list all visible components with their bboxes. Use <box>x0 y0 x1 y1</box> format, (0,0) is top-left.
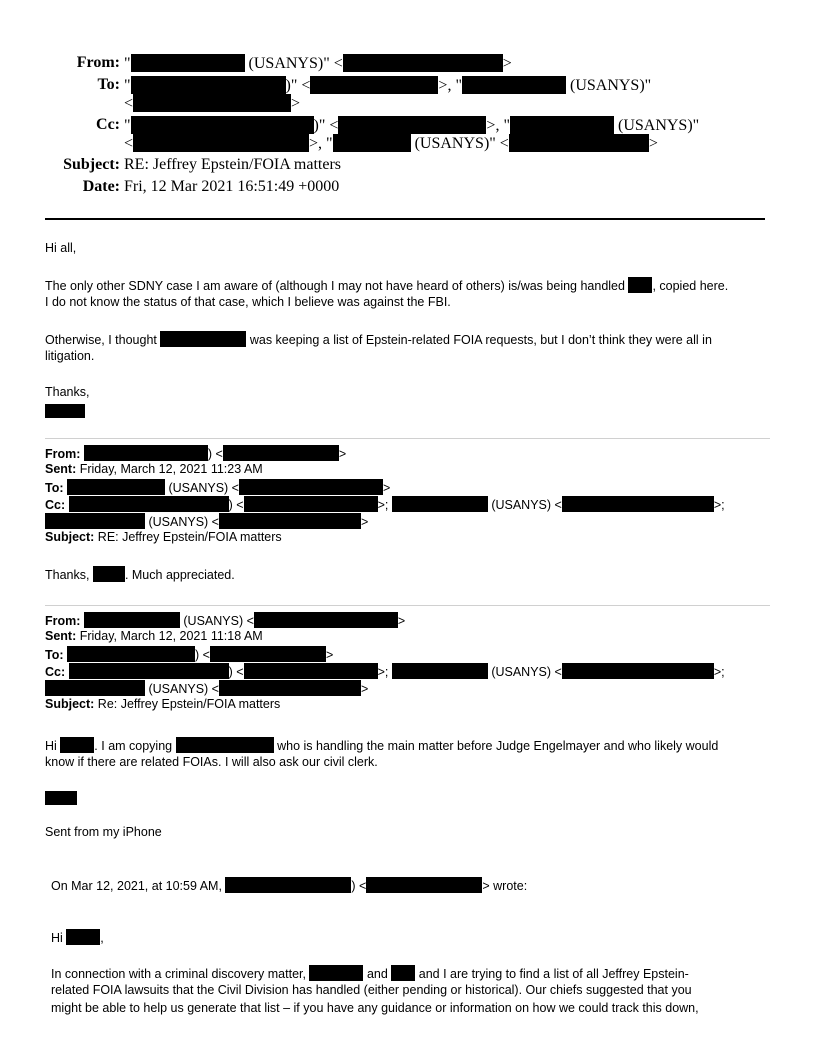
redaction <box>309 965 363 981</box>
redaction <box>69 496 229 512</box>
msg4-body-line-1: In connection with a criminal discovery matter, and and I are trying to find a list of all Jeffrey Epstein- <box>51 967 689 981</box>
paragraph-1-line-2: I do not know the status of that case, which I believe was against the FBI. <box>45 295 451 309</box>
message-separator <box>45 605 770 606</box>
msg2-body: Thanks, . Much appreciated. <box>45 568 235 582</box>
cc-label: Cc: <box>96 116 120 133</box>
msg3-cc-line-2: (USANYS) < > <box>45 680 368 696</box>
msg3-from-line: From: (USANYS) < > <box>45 614 406 628</box>
redaction <box>392 496 488 512</box>
redaction <box>562 496 714 512</box>
redaction <box>60 737 94 753</box>
message-separator <box>45 438 770 439</box>
redaction <box>67 479 165 495</box>
redaction <box>219 680 361 696</box>
msg2-sent-line: Sent: Friday, March 12, 2021 11:23 AM <box>45 462 263 476</box>
msg3-to-line: To: ) < > <box>45 648 334 662</box>
redaction <box>225 877 351 893</box>
cc-line: " )" < >, " (USANYS)" <box>124 117 700 134</box>
redaction <box>69 663 229 679</box>
to-label: To: <box>97 76 120 93</box>
redaction <box>343 54 503 72</box>
redaction <box>210 646 326 662</box>
redaction <box>462 76 566 94</box>
msg2-cc-line-2: (USANYS) < > <box>45 513 368 529</box>
msg2-to-line: To: (USANYS) < > <box>45 481 391 495</box>
redaction <box>254 612 398 628</box>
msg3-sent-line: Sent: Friday, March 12, 2021 11:18 AM <box>45 629 263 643</box>
signoff: Thanks, <box>45 385 90 399</box>
redaction <box>133 134 309 152</box>
redaction <box>131 76 286 94</box>
msg3-cc-line: Cc: ) < >; (USANYS) < >; <box>45 665 725 679</box>
msg3-subject-line: Subject: Re: Jeffrey Epstein/FOIA matters <box>45 697 281 711</box>
redaction <box>366 877 482 893</box>
redaction <box>310 76 438 94</box>
subject-label: Subject: <box>63 156 120 173</box>
redaction <box>562 663 714 679</box>
date-value: Fri, 12 Mar 2021 16:51:49 +0000 <box>124 178 340 195</box>
redaction <box>392 663 488 679</box>
msg2-subject-line: Subject: RE: Jeffrey Epstein/FOIA matters <box>45 530 282 544</box>
subject-value: RE: Jeffrey Epstein/FOIA matters <box>124 156 341 173</box>
redaction <box>333 134 411 152</box>
redaction <box>244 496 378 512</box>
msg3-body-line-2: know if there are related FOIAs. I will also ask our civil clerk. <box>45 755 378 769</box>
paragraph-1-line-1: The only other SDNY case I am aware of (although I may not have heard of others) is/was being handled , copied here. <box>45 279 729 293</box>
redaction <box>45 680 145 696</box>
msg2-cc-line: Cc: ) < >; (USANYS) < >; <box>45 498 725 512</box>
redaction <box>45 513 145 529</box>
redaction <box>219 513 361 529</box>
paragraph-2-line-1: Otherwise, I thought was keeping a list of Epstein-related FOIA requests, but I don’t think they were all in <box>45 333 712 347</box>
paragraph-2-line-2: litigation. <box>45 349 95 363</box>
redaction <box>131 54 245 72</box>
redaction <box>509 134 649 152</box>
redaction <box>510 116 614 134</box>
msg4-greeting: Hi , <box>51 931 104 945</box>
signature-redaction <box>45 404 85 418</box>
redaction <box>93 566 125 582</box>
redaction <box>131 116 314 134</box>
msg4-body-line-2: related FOIA lawsuits that the Civil Division has handled (either pending or historical). Our chiefs suggested that you <box>51 983 692 997</box>
redaction <box>66 929 100 945</box>
header-divider <box>45 218 765 220</box>
cc-line-2: < >, " (USANYS)" < > <box>124 135 658 152</box>
msg4-body-line-3: might be able to help us generate that list – if you have any guidance or information on how we could track this down, <box>51 1001 699 1015</box>
from-label: From: <box>76 54 120 71</box>
msg4-attribution: On Mar 12, 2021, at 10:59 AM, ) < > wrote: <box>51 879 528 893</box>
redaction <box>84 612 180 628</box>
msg2-from-line: From: ) < > <box>45 447 347 461</box>
greeting: Hi all, <box>45 241 77 255</box>
redaction <box>67 646 195 662</box>
msg3-signature-redaction <box>45 791 77 805</box>
redaction <box>176 737 274 753</box>
redaction <box>244 663 378 679</box>
date-label: Date: <box>82 178 120 195</box>
redaction <box>223 445 339 461</box>
redaction <box>391 965 415 981</box>
msg3-body-line-1: Hi . I am copying who is handling the main matter before Judge Engelmayer and who likely would <box>45 739 719 753</box>
sent-from-iphone: Sent from my iPhone <box>45 825 162 839</box>
to-line: " )" < >, " (USANYS)" <box>124 77 652 94</box>
redaction <box>160 331 246 347</box>
redaction <box>628 277 652 293</box>
from-line: " (USANYS)" < > <box>124 55 512 72</box>
to-line-2: < > <box>124 95 301 112</box>
redaction <box>133 94 291 112</box>
redaction <box>338 116 486 134</box>
redaction <box>84 445 208 461</box>
redaction <box>239 479 383 495</box>
